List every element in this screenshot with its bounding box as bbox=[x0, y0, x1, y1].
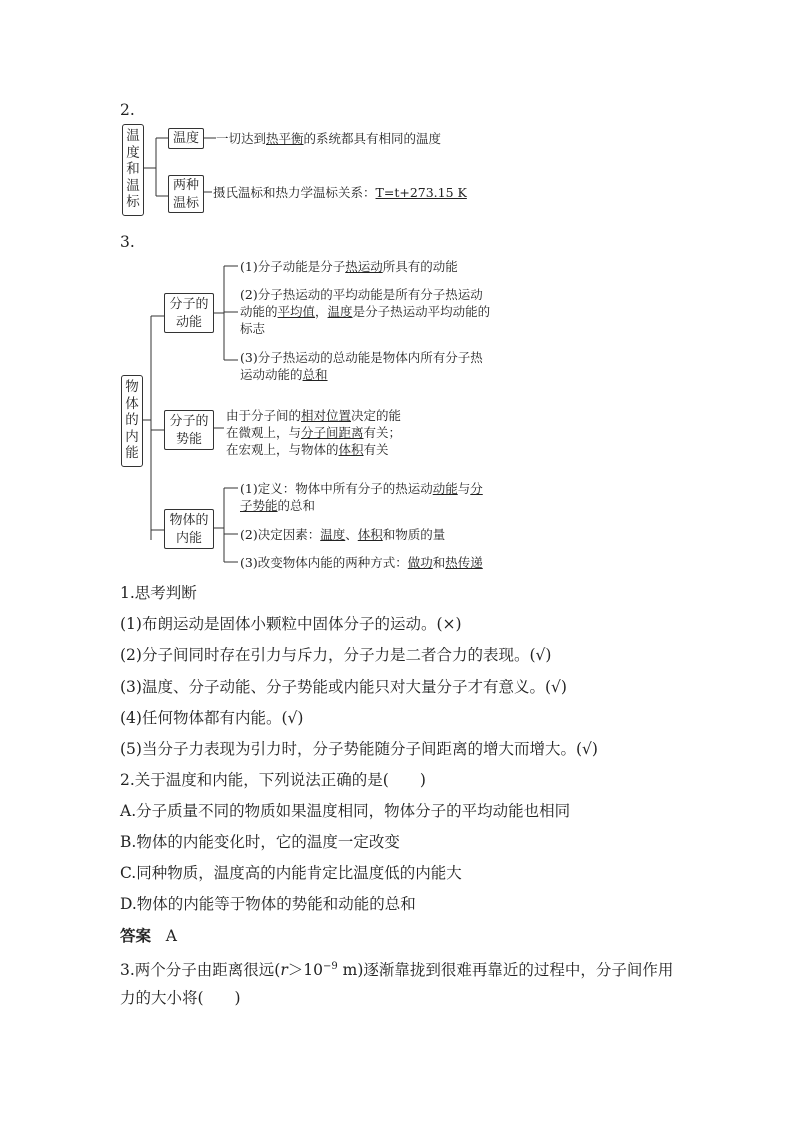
question-3-stem-line-2: 力的大小将( ) bbox=[120, 989, 241, 1007]
internal-point-1-line-1: (1)定义：物体中所有分子的热运动动能与分 bbox=[240, 481, 483, 496]
question-3-stem-line-1: 3.两个分子由距离很远($r>10^{-9}$ m)逐渐靠拢到很难再靠近的过程中，分子间作用 bbox=[120, 961, 674, 980]
kinetic-point-2-line-3: 标志 bbox=[240, 321, 266, 336]
temperature-box: 温度 bbox=[168, 128, 204, 149]
kinetic-point-3-line-1: (3)分子热运动的总动能是物体内所有分子热 bbox=[240, 350, 483, 365]
temperature-root-box: 温 度 和 温 标 bbox=[122, 124, 144, 216]
potential-line-2: 在微观上，与分子间距离有关； bbox=[226, 425, 402, 440]
internal-energy-root-box: 物 体 的 内 能 bbox=[121, 375, 143, 467]
question-2-stem: 2.关于温度和内能，下列说法正确的是( ) bbox=[120, 771, 426, 789]
question-1-item: (1)布朗运动是固体小颗粒中固体分子的运动。(×) bbox=[120, 615, 462, 633]
molecular-kinetic-energy-box: 分子的 动能 bbox=[164, 293, 214, 333]
question-1-item: (2)分子间同时存在引力与斥力，分子力是二者合力的表现。(√) bbox=[120, 646, 552, 664]
question-2-option: B.物体的内能变化时，它的温度一定改变 bbox=[120, 833, 400, 851]
potential-line-1: 由于分子间的相对位置决定的能 bbox=[226, 408, 402, 423]
molecular-potential-energy-box: 分子的 势能 bbox=[164, 410, 214, 450]
kinetic-point-2-line-1: (2)分子热运动的平均动能是所有分子热运动 bbox=[240, 287, 483, 302]
question-2-option: D.物体的内能等于物体的势能和动能的总和 bbox=[120, 895, 416, 913]
question-1-item: (4)任何物体都有内能。(√) bbox=[120, 709, 304, 727]
question-2-answer: 答案 A bbox=[120, 926, 177, 945]
potential-line-3: 在宏观上，与物体的体积有关 bbox=[226, 442, 389, 457]
temperature-scales-box: 两种 温标 bbox=[168, 175, 204, 213]
internal-point-3: (3)改变物体内能的两种方式：做功和热传递 bbox=[240, 555, 483, 570]
internal-point-2: (2)决定因素：温度、体积和物质的量 bbox=[240, 527, 446, 542]
temperature-desc: 一切达到热平衡的系统都具有相同的温度 bbox=[216, 131, 442, 146]
question-2-option: C.同种物质，温度高的内能肯定比温度低的内能大 bbox=[120, 864, 462, 882]
question-1-item: (5)当分子力表现为引力时，分子势能随分子间距离的增大而增大。(√) bbox=[120, 740, 598, 758]
section-2-number: 2. bbox=[120, 101, 135, 119]
temperature-scales-desc: 摄氏温标和热力学温标关系：T=t+273.15 K bbox=[213, 185, 467, 200]
kinetic-point-3-line-2: 运动动能的总和 bbox=[240, 367, 328, 382]
kinetic-point-1: (1)分子动能是分子热运动所具有的动能 bbox=[240, 259, 458, 274]
internal-point-1-line-2: 子势能的总和 bbox=[240, 498, 316, 513]
question-2-option: A.分子质量不同的物质如果温度相同，物体分子的平均动能也相同 bbox=[120, 802, 571, 820]
section-3-number: 3. bbox=[120, 233, 135, 251]
object-internal-energy-box: 物体的 内能 bbox=[164, 509, 214, 549]
kinetic-point-2-line-2: 动能的平均值，温度是分子热运动平均动能的 bbox=[240, 304, 491, 319]
question-1-title: 1.思考判断 bbox=[120, 584, 197, 602]
question-1-item: (3)温度、分子动能、分子势能或内能只对大量分子才有意义。(√) bbox=[120, 678, 567, 696]
